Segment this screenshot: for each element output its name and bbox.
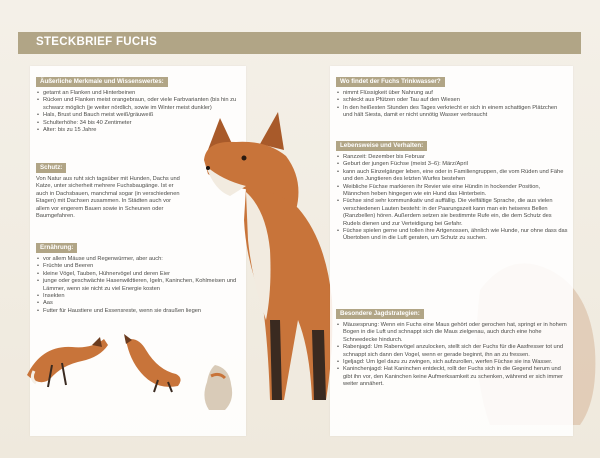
list-item: • In den heißesten Stunden des Tages verkriecht er sich in einem schattigen Plätzchen und hält Siesta, damit er nicht unnötig Wasser verbraucht [336, 105, 568, 120]
list-item: • nimmt Flüssigkeit über Nahrung auf [336, 90, 568, 97]
list-item: • Früchte und Beeren [36, 263, 242, 270]
list-item: • Insekten [36, 293, 242, 300]
list-item: • Ranzzeit: Dezember bis Februar [336, 154, 568, 161]
list-item: • Alter: bis zu 15 Jahre [36, 127, 242, 134]
list-item: • schleckt aus Pfützen oder Tau auf den Wiesen [336, 97, 568, 104]
list-item: • Geburt der jungen Füchse (meist 3–6): März/April [336, 161, 568, 168]
list-item: • Hals, Brust und Bauch meist weiß/gräuweiß [36, 112, 242, 119]
right-info-panel [330, 66, 573, 436]
title-bar [18, 32, 581, 54]
section-heading: Ernährung: [36, 243, 77, 253]
list-item: • Futter für Haustiere und Essensreste, wenn sie draußen liegen [36, 308, 242, 315]
section-heading: Wo findet der Fuchs Trinkwasser? [336, 77, 445, 87]
shelter-text: Von Natur aus ruht sich tagsüber mit Hunden, Dachs und Katze, unter sicherheit mehrere Fuchsbaugänge. Ist er auch in Dachsbauen, manchmal sogar (in verschiedenen Etagen) mit Dachsen zusammen. In Städten auch vor allem vor engerem Bauen sowie in Scheunen oder Baumgefahren. [36, 176, 180, 220]
list-item: • Füchse sind sehr kommunikativ und auffällig. Die vielfältige Sprache, die aus vielen verschiedenen Lauten besteht: in der Paarungszeit kann man ein heiseres Bellen (Ranzbellen) hören. Außerdem setzen sie bestimmte Rufe ein, die dem Schutz des Rudels dienen und zur Verteidigung bei Gefahr. [336, 198, 568, 228]
hunting-list [336, 322, 568, 389]
section-shelter [36, 156, 186, 220]
section-heading: Schutz: [36, 163, 66, 173]
list-item: • junge oder geschwächte Hasenwildtieren, Igeln, Kaninchen, Kohlmeisen und Lämmer, wenn sie nicht zu viel Energie kosten [36, 278, 242, 293]
behaviour-list [336, 154, 568, 243]
section-heading: Äußerliche Merkmale und Wissenswertes: [36, 77, 168, 87]
pouncing-fox-illustration [118, 330, 188, 395]
jumping-fox-illustration [22, 335, 112, 390]
list-item: • Rabenjagd: Um Rabenvögel anzulocken, stellt sich der Fuchs für die Aasfresser tot und schnappt sich dann den Vogel, wenn er gerade beginnt, ihn an zu fressen. [336, 344, 568, 359]
list-item: • getarnt an Flanken und Hinterbeinen [36, 90, 242, 97]
section-heading: Besondere Jagdstrategien: [336, 309, 424, 319]
section-hunting [336, 302, 568, 389]
section-behaviour [336, 134, 568, 243]
list-item: • Schulterhöhe: 34 bis 40 Zentimeter [36, 120, 242, 127]
list-item: • Weibliche Füchse markieren ihr Revier wie eine Hündin in hockender Position, Männchen heben hingegen wie ein Hund das Hinterbein. [336, 184, 568, 199]
list-item: • vor allem Mäuse und Regenwürmer, aber auch: [36, 256, 242, 263]
water-list [336, 90, 568, 120]
list-item: • Mäusesprung: Wenn ein Fuchs eine Maus gehört oder gerochen hat, springt er in hohem Bogen in die Luft und schnappt sich die Maus zielgenau, auch durch eine hohe Schneedecke hindurch. [336, 322, 568, 344]
page-title: STECKBRIEF FUCHS [36, 36, 158, 48]
list-item: • kann auch Einzelgänger leben, eine oder in Familiengruppen, die vom Rüden und Fähe und den Jungtieren des letzten Wurfes bestehen [336, 169, 568, 184]
list-item: • Rücken und Flanken meist orangebraun, oder viele Farbvarianten (bis hin zu schwarz möglich (je weiter nördlich, sowie im Winter meist dunkler) [36, 97, 242, 112]
list-item: • Füchse spielen gerne und tollen ihre Artgenossen, ähnlich wie Hunde, nur ohne dass das Übertoben und in die Luft geraten, um Schutz zu suchen. [336, 228, 568, 243]
list-item: • Igeljagd: Um Igel dazu zu zwingen, sich aufzurollen, werfen Füchse sie ins Wasser. [336, 359, 568, 366]
list-item: • Aas [36, 300, 242, 307]
section-water [336, 70, 568, 120]
list-item: • Kaninchenjagd: Hat Kaninchen entdeckt, rollt der Fuchs sich in die Gegend herum und gibt ihn vor, den Kaninchen keine Aufmerksamkeit zu schenken, während er sich immer weiter annähert. [336, 366, 568, 388]
list-item: • kleine Vögel, Tauben, Hühnervögel und deren Eier [36, 271, 242, 278]
section-heading: Lebensweise und Verhalten: [336, 141, 427, 151]
